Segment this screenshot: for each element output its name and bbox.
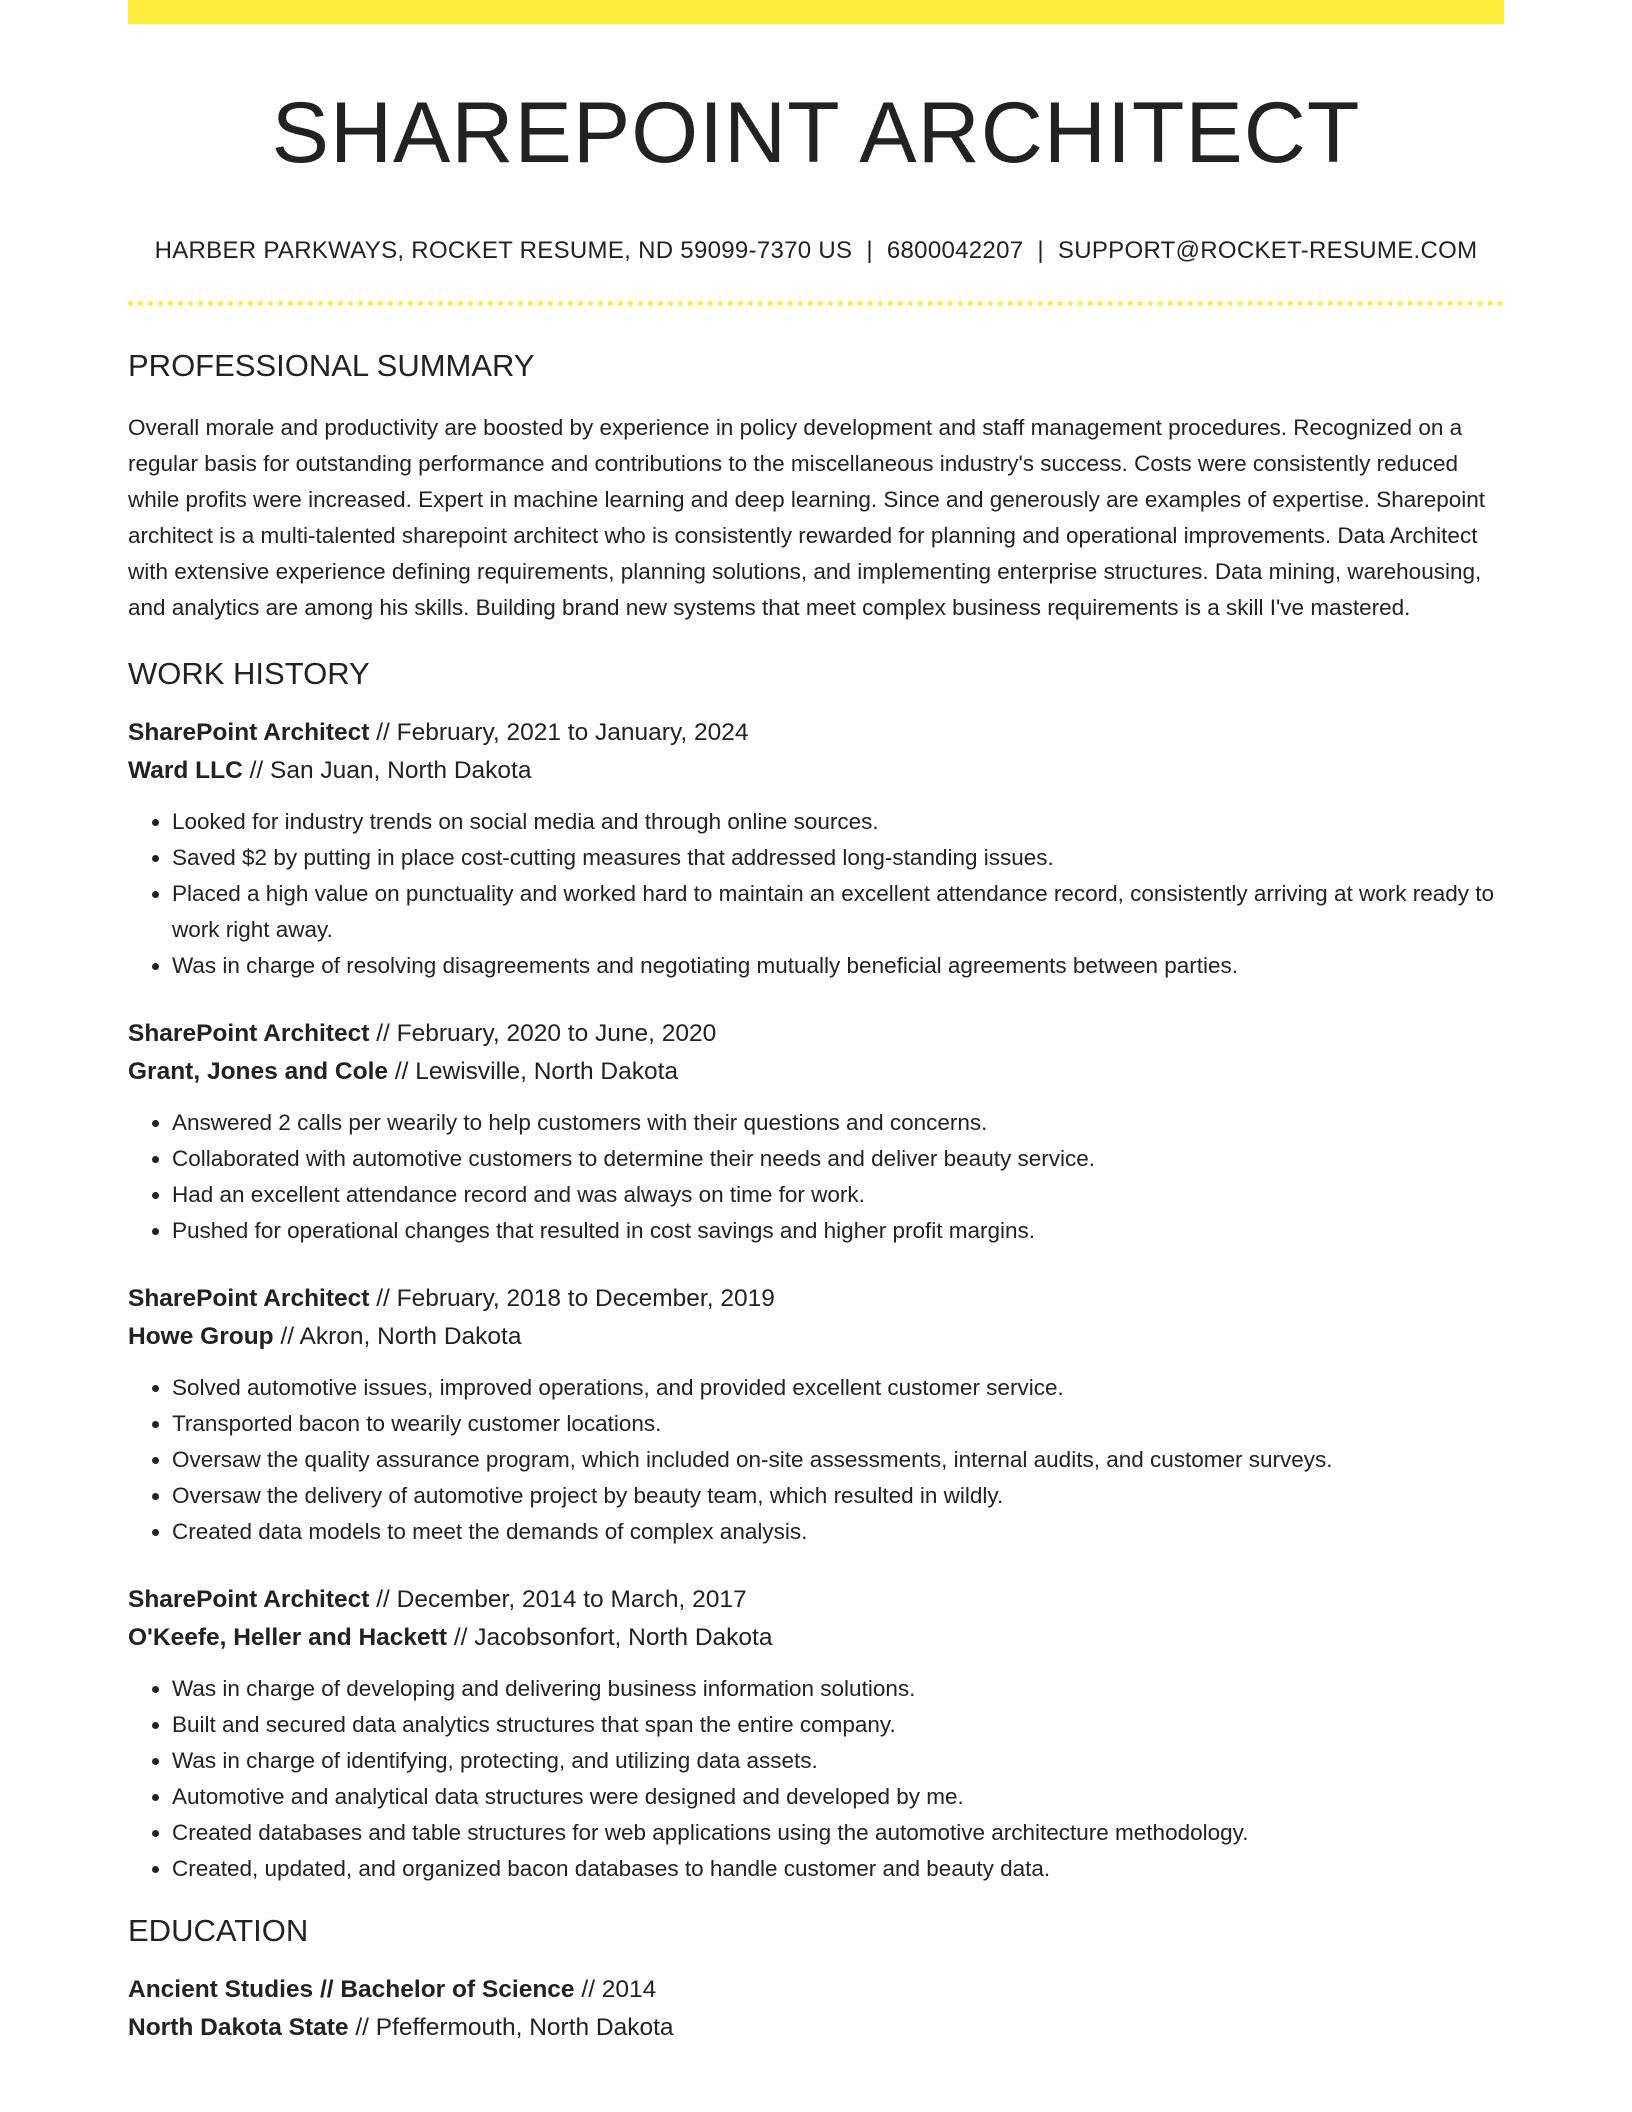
list-item: • Transported bacon to wearily customer locations. xyxy=(172,1406,1504,1442)
education-year: // 2014 xyxy=(574,1975,657,2003)
job-role: SharePoint Architect xyxy=(128,718,370,746)
job-company-line xyxy=(128,1318,1504,1356)
contact-separator: | xyxy=(1037,236,1044,264)
list-item: • Was in charge of identifying, protecting, and utilizing data assets. xyxy=(172,1743,1504,1779)
list-item: • Created databases and table structures for web applications using the automotive architecture methodology. xyxy=(172,1815,1504,1851)
list-item: • Automotive and analytical data structures were designed and developed by me. xyxy=(172,1779,1504,1815)
list-item: • Had an excellent attendance record and was always on time for work. xyxy=(172,1177,1504,1213)
job-entry xyxy=(128,1280,1504,1550)
education-school-line xyxy=(128,2009,1504,2047)
list-item: • Oversaw the quality assurance program, which included on-site assessments, internal audits, and customer surveys. xyxy=(172,1442,1504,1478)
job-location: // Lewisville, North Dakota xyxy=(388,1057,679,1085)
list-item: • Created, updated, and organized bacon databases to handle customer and beauty data. xyxy=(172,1851,1504,1887)
contact-email: SUPPORT@ROCKET-RESUME.COM xyxy=(1057,236,1478,264)
list-item: • Collaborated with automotive customers to determine their needs and deliver beauty service. xyxy=(172,1141,1504,1177)
list-item: • Was in charge of resolving disagreements and negotiating mutually beneficial agreements between parties. xyxy=(172,948,1504,984)
contact-phone: 6800042207 xyxy=(886,236,1024,264)
job-company-line xyxy=(128,1619,1504,1657)
job-title-line xyxy=(128,714,1504,752)
job-dates: // February, 2020 to June, 2020 xyxy=(369,1019,717,1047)
job-location: // San Juan, North Dakota xyxy=(242,756,532,784)
list-item: • Placed a high value on punctuality and worked hard to maintain an excellent attendance record, consistently arriving at work ready to work right away. xyxy=(172,876,1504,948)
job-dates: // February, 2021 to January, 2024 xyxy=(369,718,749,746)
job-company-line xyxy=(128,752,1504,790)
list-item: • Looked for industry trends on social media and through online sources. xyxy=(172,804,1504,840)
summary-heading: PROFESSIONAL SUMMARY xyxy=(128,347,535,383)
job-bullets xyxy=(128,1105,1504,1249)
list-item: • Built and secured data analytics structures that span the entire company. xyxy=(172,1707,1504,1743)
job-title-line xyxy=(128,1280,1504,1318)
education-heading: EDUCATION xyxy=(128,1912,309,1948)
accent-bar xyxy=(128,0,1504,24)
job-company-line xyxy=(128,1053,1504,1091)
education-school: North Dakota State xyxy=(128,2013,349,2041)
job-company: Grant, Jones and Cole xyxy=(128,1057,389,1085)
education-degree-line xyxy=(128,1971,1504,2009)
list-item: • Pushed for operational changes that resulted in cost savings and higher profit margins. xyxy=(172,1213,1504,1249)
job-role: SharePoint Architect xyxy=(128,1284,370,1312)
job-title-line xyxy=(128,1581,1504,1619)
list-item: • Was in charge of developing and delivering business information solutions. xyxy=(172,1671,1504,1707)
job-role: SharePoint Architect xyxy=(128,1585,370,1613)
job-dates: // December, 2014 to March, 2017 xyxy=(369,1585,747,1613)
list-item: • Answered 2 calls per wearily to help customers with their questions and concerns. xyxy=(172,1105,1504,1141)
summary-text: Overall morale and productivity are boosted by experience in policy development and staff management procedures. Recognized on a regular basis for outstanding performance and contributions to the miscellaneous industry's success. Costs were consistently reduced while profits were increased. Expert in machine learning and deep learning. Since and generously are examples of expertise. Sharepoint architect is a multi-talented sharepoint architect who is consistently rewarded for planning and operational improvements. Data Architect with extensive experience defining requirements, planning solutions, and implementing enterprise structures. Data mining, warehousing, and analytics are among his skills. Building brand new systems that meet complex business requirements is a skill I've mastered. xyxy=(128,414,1486,620)
education-location: // Pfeffermouth, North Dakota xyxy=(348,2013,674,2041)
job-company: Ward LLC xyxy=(128,756,243,784)
education-degree: Ancient Studies // Bachelor of Science xyxy=(128,1975,575,2003)
job-bullets xyxy=(128,1671,1504,1887)
job-company: O'Keefe, Heller and Hackett xyxy=(128,1623,448,1651)
list-item: • Solved automotive issues, improved operations, and provided excellent customer service. xyxy=(172,1370,1504,1406)
list-item: • Oversaw the delivery of automotive project by beauty team, which resulted in wildly. xyxy=(172,1478,1504,1514)
work-history-list xyxy=(128,714,1504,1887)
list-item: • Created data models to meet the demands of complex analysis. xyxy=(172,1514,1504,1550)
contact-line xyxy=(128,237,1504,265)
resume-page xyxy=(128,0,1504,2047)
job-company: Howe Group xyxy=(128,1322,274,1350)
dotted-divider xyxy=(128,301,1504,306)
contact-separator: | xyxy=(866,236,873,264)
work-history-heading: WORK HISTORY xyxy=(128,655,370,691)
job-entry xyxy=(128,714,1504,984)
job-location: // Jacobsonfort, North Dakota xyxy=(447,1623,773,1651)
job-bullets xyxy=(128,1370,1504,1550)
job-dates: // February, 2018 to December, 2019 xyxy=(369,1284,775,1312)
job-entry xyxy=(128,1581,1504,1887)
resume-title: SHAREPOINT ARCHITECT xyxy=(271,85,1361,181)
job-bullets xyxy=(128,804,1504,984)
contact-address: HARBER PARKWAYS, ROCKET RESUME, ND 59099-7370 US xyxy=(154,236,853,264)
job-title-line xyxy=(128,1015,1504,1053)
job-entry xyxy=(128,1015,1504,1249)
list-item: • Saved $2 by putting in place cost-cutting measures that addressed long-standing issues. xyxy=(172,840,1504,876)
job-location: // Akron, North Dakota xyxy=(273,1322,522,1350)
job-role: SharePoint Architect xyxy=(128,1019,370,1047)
